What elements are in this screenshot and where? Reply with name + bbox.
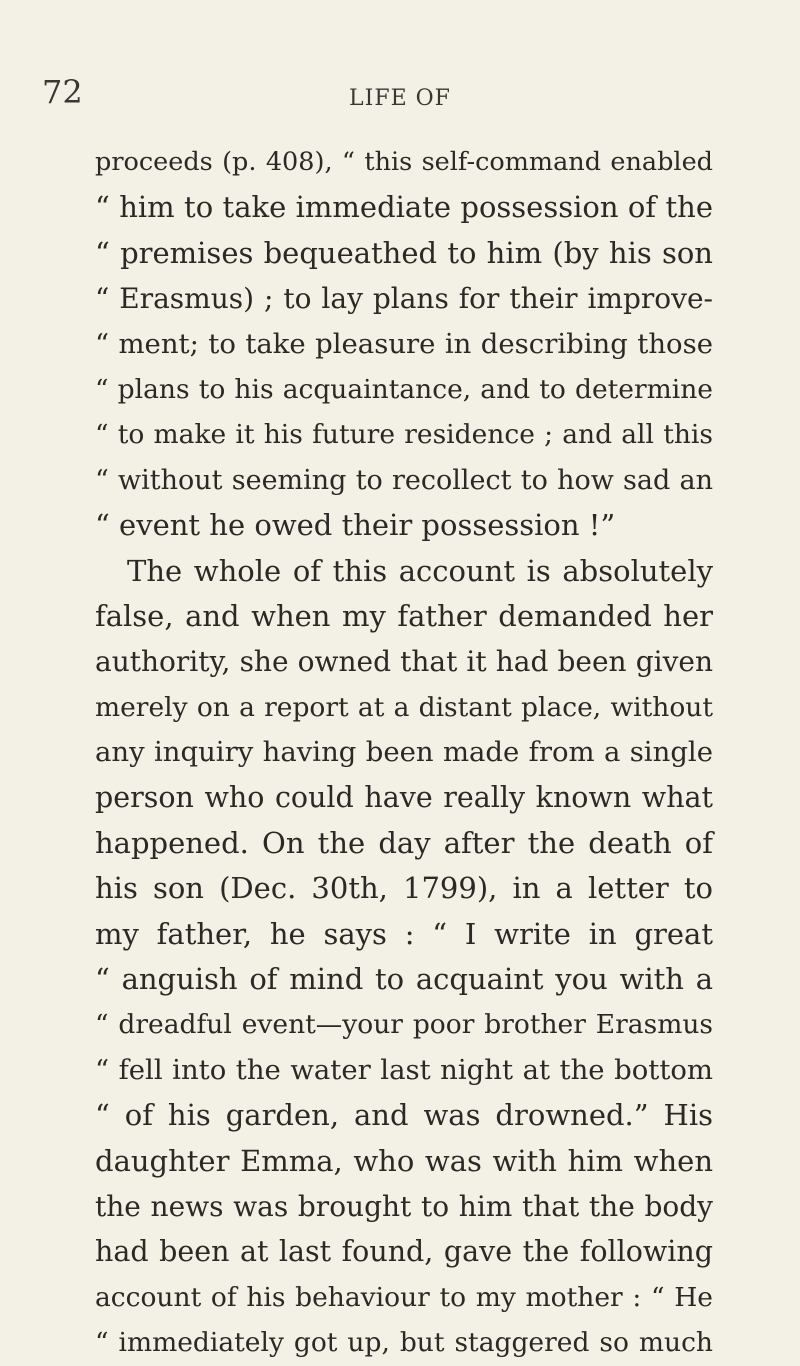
text-line: authority, she owned that it had been given: [95, 645, 713, 679]
text-line: merely on a report at a distant place, without: [95, 691, 713, 723]
text-line: account of his behaviour to my mother : “ He: [95, 1281, 713, 1313]
text-line: The whole of this account is absolutely: [127, 553, 713, 588]
text-line: proceeds (p. 408), “ this self-command enabled: [95, 147, 713, 177]
text-line: any inquiry having been made from a single: [95, 736, 713, 769]
text-line: “ to make it his future residence ; and all this: [95, 419, 713, 451]
text-line: daughter Emma, who was with him when: [95, 1143, 713, 1178]
text-line: the news was brought to him that the body: [95, 1189, 713, 1223]
page-number: 72: [42, 73, 83, 111]
body-text: [95, 140, 713, 1366]
running-head: LIFE OF: [349, 86, 451, 111]
text-line: my father, he says : “ I write in great: [95, 916, 713, 951]
text-line: false, and when my father demanded her: [95, 598, 713, 633]
text-line: “ fell into the water last night at the bottom: [95, 1053, 713, 1086]
text-line: “ dreadful event—your poor brother Erasmus: [95, 1009, 713, 1041]
text-line: “ him to take immediate possession of the: [95, 190, 713, 225]
text-line: “ premises bequeathed to him (by his son: [95, 235, 713, 270]
text-line: “ plans to his acquaintance, and to determine: [95, 373, 713, 405]
text-line: “ Erasmus) ; to lay plans for their improve-: [95, 282, 713, 316]
text-line: happened. On the day after the death of: [95, 825, 713, 860]
text-line: “ event he owed their possession !”: [95, 508, 616, 543]
text-line: person who could have really known what: [95, 781, 713, 815]
text-line: “ ment; to take pleasure in describing those: [95, 327, 713, 360]
text-line: “ without seeming to recollect to how sad an: [95, 464, 713, 496]
text-line: “ anguish of mind to acquaint you with a: [95, 962, 713, 997]
text-line: “ of his garden, and was drowned.” His: [95, 1098, 713, 1133]
text-line: “ immediately got up, but staggered so much: [95, 1327, 713, 1359]
text-line: his son (Dec. 30th, 1799), in a letter to: [95, 871, 713, 906]
text-line: had been at last found, gave the following: [95, 1235, 713, 1269]
